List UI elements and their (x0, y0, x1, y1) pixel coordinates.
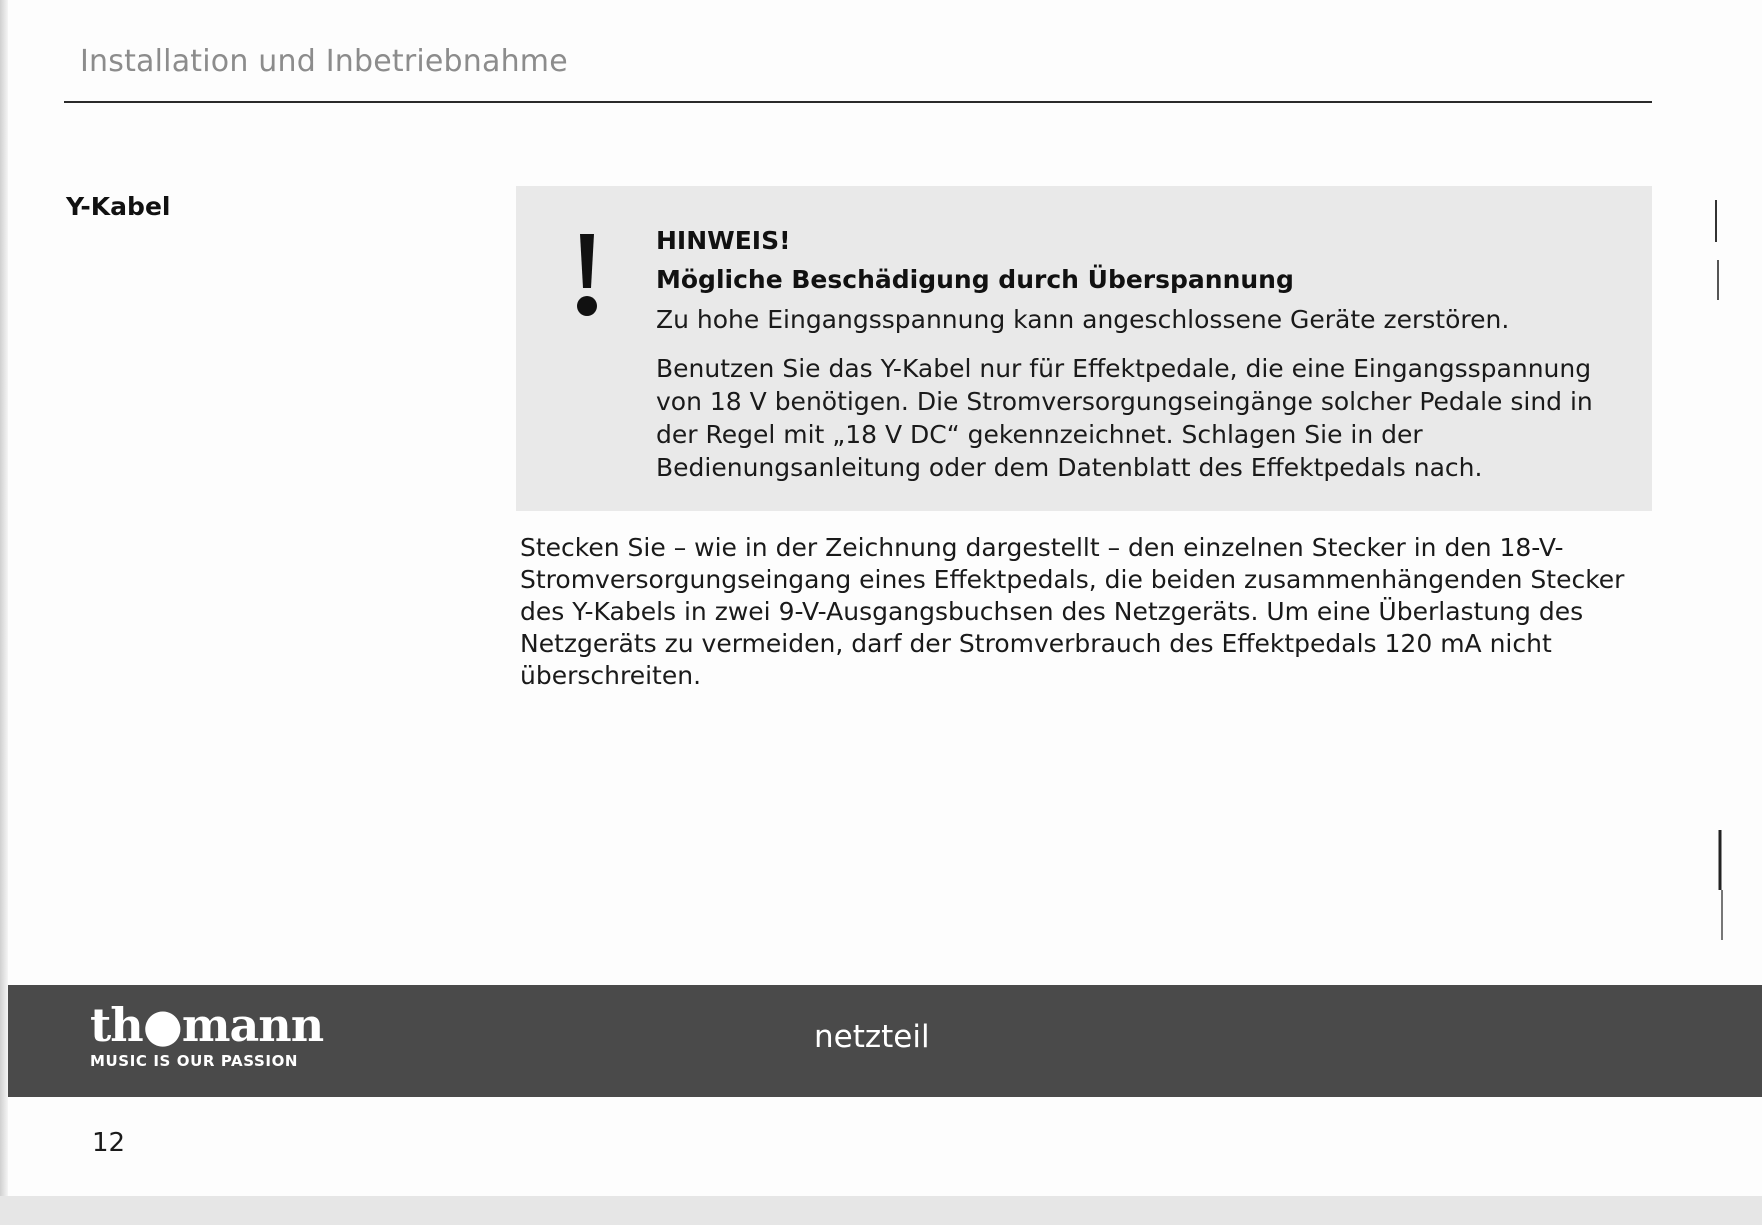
header-divider (64, 101, 1652, 103)
page-number: 12 (92, 1128, 126, 1158)
logo-tagline: MUSIC IS OUR PASSION (90, 1052, 299, 1070)
notice-heading: HINWEIS! (656, 226, 791, 255)
page-header-title: Installation und Inbetriebnahme (80, 44, 568, 79)
notice-warning-line: Zu hohe Eingangsspannung kann angeschlossene Geräte zerstören. (656, 305, 1510, 334)
notice-content (656, 222, 1616, 484)
section-label: Y-Kabel (66, 192, 171, 221)
notice-body: Benutzen Sie das Y-Kabel nur für Effektpedale, die eine Eingangsspannung von 18 V benötigen. Die Stromversorgungseingänge solcher Pedale sind in der Regel mit „18 V DC“ gekennzeichnet. Schlagen Sie in der Bedienungsanleitung oder dem Datenblatt des Effektpedals nach. (656, 354, 1593, 482)
footer-band (8, 985, 1762, 1097)
main-paragraph: Stecken Sie – wie in der Zeichnung dargestellt – den einzelnen Stecker in den 18-V-Stromversorgungseingang eines Effektpedals, die beiden zusammenhängenden Stecker des Y-Kabels in zwei 9-V-Ausgangsbuchsen des Netzgeräts. Um eine Überlastung des Netzgeräts zu vermeiden, darf der Stromverbrauch des Effektpedals 120 mA nicht überschreiten. (520, 533, 1625, 690)
page-bottom-edge (0, 1196, 1762, 1225)
notice-subheading: Mögliche Beschädigung durch Überspannung (656, 265, 1294, 294)
exclamation-icon (572, 230, 602, 318)
notice-box (516, 186, 1652, 511)
footer-product-name: netzteil (814, 1019, 930, 1055)
logo-wordmark: th●mann (90, 998, 324, 1052)
scan-edge-marks (1712, 190, 1732, 950)
page-binding-edge (0, 0, 8, 1225)
thomann-logo (90, 999, 323, 1071)
